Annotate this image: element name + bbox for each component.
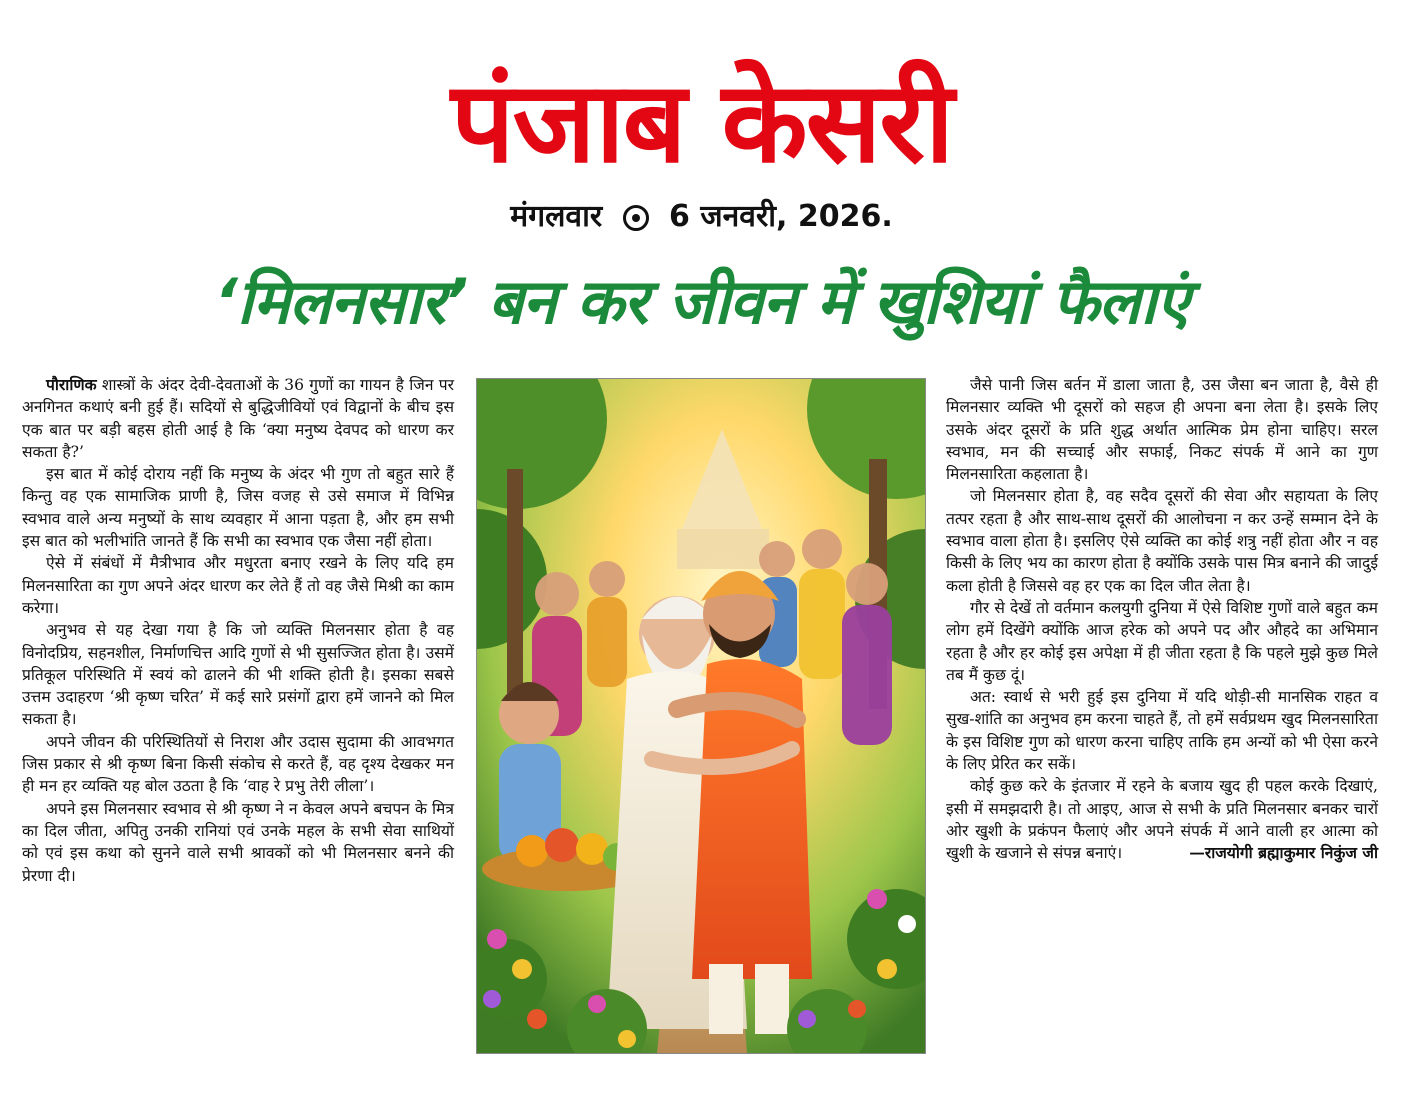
article-headline: ‘मिलनसार’ बन कर जीवन में खुशियां फैलाएं [214,265,1189,338]
article-paragraph [946,775,1378,864]
dateline-day: मंगलवार [510,199,603,234]
lead-word: पौराणिक [46,375,97,394]
illustration-embrace [477,379,925,1053]
article-paragraph: अत: स्वार्थ से भरी हुई इस दुनिया में यदि थोड़ी-सी मानसिक राहत व सुख-शांति का अनुभव हम करना चाहते हैं, तो हमें सर्वप्रथम खुद मिलनसारिता के इस विशिष्ट गुण को धारण करना चाहिए ताकि हम अन्यों को भी ऐसा करने के लिए प्रेरित कर सकें। [946,688,1378,774]
dateline-date: 6 जनवरी, 2026. [669,199,893,234]
author-byline: —राजयोगी ब्रह्माकुमार निकुंज जी [1189,843,1378,863]
paragraph-text: कोई कुछ करे के इंतजार में रहने के बजाय खुद ही पहल करके दिखाएं, इसी में समझदारी है। तो आइए, आज से सभी के प्रति मिलनसार बनकर चारों ओर खुशी के प्रकंपन फैलाएं और अपने संपर्क में आने वाली हर आत्मा को खुशी के खजाने से संपन्न बनाएं। [946,777,1378,863]
article-illustration [476,378,926,1054]
article-paragraph: ऐसे में संबंधों में मैत्रीभाव और मधुरता बनाए रखने के लिए यदि हम मिलनसारिता का गुण अपने अंदर धारण कर लेते हैं तो वह जैसे मिश्री का काम करेगा। [22,554,454,617]
article-paragraph: इस बात में कोई दोराय नहीं कि मनुष्य के अंदर भी गुण तो बहुत सारे हैं किन्तु वह एक सामाजिक प्राणी है, जिस वजह से उसे समाज में विभिन्न स्वभाव वाले अन्य मनुष्यों के साथ व्यवहार में आना पड़ता है, और हम सभी इस बात को भलीभांति जानते हैं कि सभी का स्वभाव एक जैसा नहीं होता। [22,465,454,551]
article-paragraph [22,374,454,463]
article-column-left [22,374,454,887]
article-column-right [946,374,1378,865]
article-paragraph: अपने जीवन की परिस्थितियों से निराश और उदास सुदामा की आवभगत जिस प्रकार से श्री कृष्ण बिना किसी संकोच से करते हैं, वह दृश्य देखकर मन ही मन हर व्यक्ति यह बोल उठता है कि ‘वाह रे प्रभु तेरी लीला’। [22,732,454,796]
article-paragraph: अनुभव से यह देखा गया है कि जो व्यक्ति मिलनसार होता है वह विनोदप्रिय, सहनशील, निर्माणचित्त आदि गुणों से भी सुसज्जित होता है। उसमें प्रतिकूल परिस्थिति में स्वयं को ढालने की भी शक्ति होती है। इसका सबसे उत्तम उदाहरण ‘श्री कृष्ण चरित’ में कई सारे प्रसंगों द्वारा हमें जानने को मिल सकता है। [22,621,454,729]
paragraph-text: शास्त्रों के अंदर देवी-देवताओं के 36 गुणों का गायन है जिन पर अनगिनत कथाएं बनी हुई हैं। सदियों से बुद्धिजीवियों एवं विद्वानों के बीच इस एक बात पर बड़ी बहस होती आई है कि ‘क्या मनुष्य देवपद को धारण कर सकता है?’ [22,376,454,461]
article-paragraph: जैसे पानी जिस बर्तन में डाला जाता है, उस जैसा बन जाता है, वैसे ही मिलनसार व्यक्ति भी दूसरों को सहज ही अपना बना लेता है। इसके लिए उसके अंदर दूसरों के प्रति शुद्ध अर्थात आत्मिक प्रेम होना चाहिए। सरल स्वभाव, मन की सच्चाई और सफाई, निकट संपर्क में आने का गुण मिलनसारिता कहलाता है। [946,376,1378,484]
article-paragraph: जो मिलनसार होता है, वह सदैव दूसरों की सेवा और सहायता के लिए तत्पर रहता है और साथ-साथ दूसरों की आलोचना न कर उन्हें सम्मान देने के स्वभाव वाला होता है। इसलिए ऐसे व्यक्ति का कोई शत्रु नहीं होता और न वह किसी के लिए भय का कारण होता है क्योंकि उसके पास मित्र बनाने की जादुई कला होती है जिससे वह हर एक का दिल जीत लेता है। [946,487,1378,595]
masthead-logo: पंजाब केसरी [450,58,953,188]
article-paragraph: गौर से देखें तो वर्तमान कलयुगी दुनिया में ऐसे विशिष्ट गुणों वाले बहुत कम लोग हमें दिखेंगे क्योंकि आज हरेक को अपने पद और औहदे का अभिमान रहता है और हर कोई इस अपेक्षा में ही जीता रहता है कि पहले मुझे कुछ मिले तब मैं कुछ दूं। [946,598,1378,684]
bullet-icon [623,205,649,231]
dateline [0,194,1403,235]
article-paragraph: अपने इस मिलनसार स्वभाव से श्री कृष्ण ने न केवल अपने बचपन के मित्र का दिल जीता, अपितु उनकी रानियां एवं उनके महल के सभी सेवा साथियों को एवं इस कथा को सुनने वाले सभी श्रावकों को भी मिलनसार बनने की प्रेरणा दी। [22,799,454,885]
